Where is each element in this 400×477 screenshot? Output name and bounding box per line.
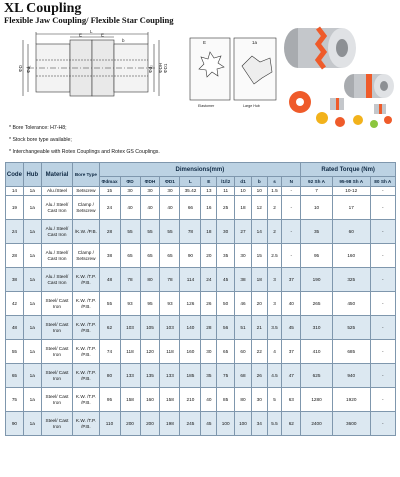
cell-s: 4.5 bbox=[267, 364, 282, 388]
table-row bbox=[6, 268, 396, 292]
cell-L: 245 bbox=[180, 412, 201, 436]
table-row bbox=[6, 340, 396, 364]
cell-s: 2 bbox=[267, 196, 282, 220]
cell-torque-92sha: 625 bbox=[301, 364, 333, 388]
dim-label-d2: Φd₂ bbox=[148, 65, 153, 73]
cell-torque-95-98sha: 450 bbox=[332, 292, 370, 316]
cell-torque-95-98sha: 1920 bbox=[332, 388, 370, 412]
cell-l1l2: 45 bbox=[217, 268, 235, 292]
cell-hub: 1a bbox=[23, 412, 41, 436]
cell-bore-type: Clamp / Setscrew bbox=[73, 196, 99, 220]
dim-label-L: L bbox=[90, 29, 93, 34]
dim-label-E2: E bbox=[101, 32, 105, 38]
cell-torque-80sha: - bbox=[370, 364, 395, 388]
table-row bbox=[6, 187, 396, 196]
cell-b: 14 bbox=[251, 220, 267, 244]
cell-D1: 93 bbox=[160, 292, 180, 316]
cell-code: 28 bbox=[6, 244, 24, 268]
cell-material: Alu./ Steel/ Cast Iron bbox=[41, 220, 73, 244]
cell-L: 210 bbox=[180, 388, 201, 412]
cell-torque-95-98sha: 685 bbox=[332, 340, 370, 364]
table-row bbox=[6, 244, 396, 268]
table-row bbox=[6, 364, 396, 388]
dim-label-D: ΦD bbox=[18, 65, 23, 72]
cell-s: 3 bbox=[267, 292, 282, 316]
cell-E: 13 bbox=[201, 187, 217, 196]
cell-E: 28 bbox=[201, 316, 217, 340]
cell-l1l2: 25 bbox=[217, 196, 235, 220]
cell-D: 118 bbox=[120, 340, 140, 364]
cell-DH: 80 bbox=[140, 268, 160, 292]
cell-D1: 30 bbox=[160, 187, 180, 196]
cell-D1: 78 bbox=[160, 268, 180, 292]
dim-label-b: b bbox=[122, 38, 125, 43]
cell-l1l2: 30 bbox=[217, 220, 235, 244]
col-DH: ΦDH bbox=[140, 177, 160, 187]
cell-torque-95-98sha: 525 bbox=[332, 316, 370, 340]
cell-torque-80sha: - bbox=[370, 316, 395, 340]
cell-D1: 133 bbox=[160, 364, 180, 388]
cell-dmax: 24 bbox=[99, 196, 120, 220]
cell-material: Alu./Steel bbox=[41, 187, 73, 196]
cell-s: 2 bbox=[267, 220, 282, 244]
cell-s: 5.5 bbox=[267, 412, 282, 436]
cell-l1l2: 56 bbox=[217, 316, 235, 340]
col-b: b bbox=[251, 177, 267, 187]
cell-dmax: 38 bbox=[99, 244, 120, 268]
col-L: L bbox=[180, 177, 201, 187]
cell-s: 3.5 bbox=[267, 316, 282, 340]
col-E: E bbox=[201, 177, 217, 187]
cell-bore-type: /K.W. /P.B. bbox=[73, 220, 99, 244]
cell-hub: 1a bbox=[23, 196, 41, 220]
cell-L: 66 bbox=[180, 196, 201, 220]
cell-L: 35.42 bbox=[180, 187, 201, 196]
cell-hub: 1a bbox=[23, 388, 41, 412]
cell-DH: 135 bbox=[140, 364, 160, 388]
cell-E: 24 bbox=[201, 268, 217, 292]
cell-torque-80sha: - bbox=[370, 388, 395, 412]
cell-N: 37 bbox=[282, 268, 301, 292]
cell-d1: 30 bbox=[235, 244, 252, 268]
cell-bore-type: K.W. /T.P. /P.B. bbox=[73, 316, 99, 340]
cell-d1: 38 bbox=[235, 268, 252, 292]
col-s: s bbox=[267, 177, 282, 187]
cell-N: - bbox=[282, 220, 301, 244]
cell-b: 12 bbox=[251, 196, 267, 220]
cell-E: 35 bbox=[201, 364, 217, 388]
col-D: ΦD bbox=[120, 177, 140, 187]
cell-dmax: 15 bbox=[99, 187, 120, 196]
cell-torque-92sha: 2400 bbox=[301, 412, 333, 436]
cell-E: 30 bbox=[201, 340, 217, 364]
cell-bore-type: K.W. /T.P. /P.B. bbox=[73, 388, 99, 412]
cell-torque-80sha: - bbox=[370, 340, 395, 364]
col-bore-type: Bore Type bbox=[73, 163, 99, 187]
table-row bbox=[6, 196, 396, 220]
cell-bore-type: K.W. /T.P. /P.B. bbox=[73, 340, 99, 364]
cell-DH: 95 bbox=[140, 292, 160, 316]
cell-s: 1.5 bbox=[267, 187, 282, 196]
cell-N: 37 bbox=[282, 340, 301, 364]
cell-b: 30 bbox=[251, 388, 267, 412]
cell-L: 160 bbox=[180, 340, 201, 364]
cell-hub: 1a bbox=[23, 364, 41, 388]
cell-dmax: 80 bbox=[99, 364, 120, 388]
col-80sha: 80 Sh A bbox=[370, 177, 395, 187]
cell-code: 19 bbox=[6, 196, 24, 220]
col-95-98sha: 95-98 Sh A bbox=[332, 177, 370, 187]
cell-hub: 1a bbox=[23, 292, 41, 316]
cell-code: 38 bbox=[6, 268, 24, 292]
cell-torque-92sha: 10 bbox=[301, 196, 333, 220]
table-row bbox=[6, 412, 396, 436]
cell-l1l2: 65 bbox=[217, 340, 235, 364]
dim-label-D1: ΦD1 bbox=[163, 63, 168, 73]
cell-N: 62 bbox=[282, 412, 301, 436]
note-item: * Interchangeable with Rotex Couplings and Rotex GS Couplings. bbox=[9, 146, 160, 158]
cell-material: Steel/ Cast Iron bbox=[41, 340, 73, 364]
col-rated-torque: Rated Torque (Nm) bbox=[301, 163, 396, 177]
cell-N: 47 bbox=[282, 364, 301, 388]
cell-d1: 68 bbox=[235, 364, 252, 388]
col-material: Material bbox=[41, 163, 73, 187]
col-D1: ΦD1 bbox=[160, 177, 180, 187]
cell-material: Alu./ Steel/ Cast Iron bbox=[41, 196, 73, 220]
cell-dmax: 48 bbox=[99, 268, 120, 292]
cell-material: Steel/ Cast Iron bbox=[41, 364, 73, 388]
cell-torque-80sha: - bbox=[370, 187, 395, 196]
cell-E: 18 bbox=[201, 220, 217, 244]
cell-torque-92sha: 7 bbox=[301, 187, 333, 196]
cell-d1: 27 bbox=[235, 220, 252, 244]
cell-torque-80sha: - bbox=[370, 412, 395, 436]
cell-l1l2: 11 bbox=[217, 187, 235, 196]
cell-b: 20 bbox=[251, 292, 267, 316]
cell-bore-type: Clamp / Setscrew bbox=[73, 244, 99, 268]
cell-hub: 1a bbox=[23, 244, 41, 268]
cell-torque-80sha: - bbox=[370, 268, 395, 292]
cell-L: 126 bbox=[180, 292, 201, 316]
cell-hub: 1a bbox=[23, 187, 41, 196]
cell-material: Steel/ Cast Iron bbox=[41, 388, 73, 412]
cell-s: 4 bbox=[267, 340, 282, 364]
cell-b: 26 bbox=[251, 364, 267, 388]
cell-D: 55 bbox=[120, 220, 140, 244]
table-row bbox=[6, 316, 396, 340]
cell-N: - bbox=[282, 244, 301, 268]
cell-L: 140 bbox=[180, 316, 201, 340]
cell-torque-80sha: - bbox=[370, 220, 395, 244]
cell-torque-95-98sha: 3600 bbox=[332, 412, 370, 436]
cell-s: 5 bbox=[267, 388, 282, 412]
cell-D: 93 bbox=[120, 292, 140, 316]
cell-torque-92sha: 1280 bbox=[301, 388, 333, 412]
cell-torque-92sha: 310 bbox=[301, 316, 333, 340]
cell-E: 26 bbox=[201, 292, 217, 316]
cell-d1: 51 bbox=[235, 316, 252, 340]
cell-L: 78 bbox=[180, 220, 201, 244]
cell-l1l2: 50 bbox=[217, 292, 235, 316]
cell-N: 45 bbox=[282, 316, 301, 340]
cell-torque-92sha: 190 bbox=[301, 268, 333, 292]
col-l1l2: l1/l2 bbox=[217, 177, 235, 187]
caption-elastomer: Elastomer bbox=[198, 104, 215, 108]
cell-l1l2: 85 bbox=[217, 388, 235, 412]
cell-N: 40 bbox=[282, 292, 301, 316]
cell-bore-type: K.W. /T.P. /P.B. bbox=[73, 412, 99, 436]
col-92sha: 92 Sh A bbox=[301, 177, 333, 187]
cell-torque-92sha: 95 bbox=[301, 244, 333, 268]
cell-torque-80sha: - bbox=[370, 244, 395, 268]
cell-material: Alu./ Steel/ Cast Iron bbox=[41, 268, 73, 292]
cell-l1l2: 100 bbox=[217, 412, 235, 436]
cell-material: Steel/ Cast Iron bbox=[41, 412, 73, 436]
cell-s: 3 bbox=[267, 268, 282, 292]
cell-D: 133 bbox=[120, 364, 140, 388]
cell-d1: 46 bbox=[235, 292, 252, 316]
cell-d1: 100 bbox=[235, 412, 252, 436]
cell-N: 63 bbox=[282, 388, 301, 412]
cell-d1: 10 bbox=[235, 187, 252, 196]
dim-label-DH: ΦDH bbox=[158, 62, 163, 73]
cell-bore-type: K.W. /T.P. /P.B. bbox=[73, 268, 99, 292]
cell-E: 20 bbox=[201, 244, 217, 268]
cell-E: 40 bbox=[201, 388, 217, 412]
cell-b: 10 bbox=[251, 187, 267, 196]
cell-D: 40 bbox=[120, 196, 140, 220]
cell-torque-95-98sha: 940 bbox=[332, 364, 370, 388]
cell-torque-92sha: 35 bbox=[301, 220, 333, 244]
cell-hub: 1a bbox=[23, 268, 41, 292]
cell-L: 185 bbox=[180, 364, 201, 388]
cell-dmax: 28 bbox=[99, 220, 120, 244]
table-row bbox=[6, 220, 396, 244]
cell-DH: 200 bbox=[140, 412, 160, 436]
product-photo bbox=[278, 14, 398, 134]
cell-code: 65 bbox=[6, 364, 24, 388]
cell-material: Alu./ Steel/ Cast Iron bbox=[41, 244, 73, 268]
cell-torque-92sha: 410 bbox=[301, 340, 333, 364]
cell-material: Steel/ Cast Iron bbox=[41, 292, 73, 316]
cell-code: 48 bbox=[6, 316, 24, 340]
cell-bore-type: K.W. /T.P. /P.B. bbox=[73, 292, 99, 316]
cell-bore-type: K.W. /T.P. /P.B. bbox=[73, 364, 99, 388]
col-code: Code bbox=[6, 163, 24, 187]
cell-code: 75 bbox=[6, 388, 24, 412]
cell-dmax: 62 bbox=[99, 316, 120, 340]
cell-torque-80sha: - bbox=[370, 292, 395, 316]
cell-D1: 65 bbox=[160, 244, 180, 268]
cell-torque-95-98sha: 60 bbox=[332, 220, 370, 244]
cell-DH: 40 bbox=[140, 196, 160, 220]
col-dimensions: Dimensions(mm) bbox=[99, 163, 301, 177]
cell-hub: 1a bbox=[23, 220, 41, 244]
cell-code: 14 bbox=[6, 187, 24, 196]
cell-D: 78 bbox=[120, 268, 140, 292]
spec-table bbox=[5, 162, 396, 436]
cell-code: 90 bbox=[6, 412, 24, 436]
cell-DH: 30 bbox=[140, 187, 160, 196]
cell-D1: 40 bbox=[160, 196, 180, 220]
cell-D: 30 bbox=[120, 187, 140, 196]
cell-b: 34 bbox=[251, 412, 267, 436]
cell-E: 16 bbox=[201, 196, 217, 220]
dim-label-d1: Φd₁ bbox=[26, 65, 31, 73]
cell-l1l2: 75 bbox=[217, 364, 235, 388]
cell-d1: 18 bbox=[235, 196, 252, 220]
cell-D1: 198 bbox=[160, 412, 180, 436]
cell-code: 55 bbox=[6, 340, 24, 364]
cell-D: 158 bbox=[120, 388, 140, 412]
cell-b: 15 bbox=[251, 244, 267, 268]
cell-DH: 55 bbox=[140, 220, 160, 244]
cell-D: 65 bbox=[120, 244, 140, 268]
cell-D1: 118 bbox=[160, 340, 180, 364]
cell-DH: 120 bbox=[140, 340, 160, 364]
cell-hub: 1a bbox=[23, 340, 41, 364]
cell-d1: 60 bbox=[235, 340, 252, 364]
col-d1: d1 bbox=[235, 177, 252, 187]
caption-large-hub: Large Hub bbox=[243, 104, 260, 108]
cell-s: 2.5 bbox=[267, 244, 282, 268]
note-item: * Bore Tolerance: H7-H8; bbox=[9, 122, 160, 134]
cell-torque-95-98sha: 10-12 bbox=[332, 187, 370, 196]
cell-DH: 105 bbox=[140, 316, 160, 340]
cell-torque-92sha: 265 bbox=[301, 292, 333, 316]
cell-b: 18 bbox=[251, 268, 267, 292]
cell-D1: 55 bbox=[160, 220, 180, 244]
cell-D1: 103 bbox=[160, 316, 180, 340]
col-hub: Hub bbox=[23, 163, 41, 187]
cell-D: 103 bbox=[120, 316, 140, 340]
dim-label-E1: E bbox=[79, 32, 83, 38]
cell-torque-95-98sha: 17 bbox=[332, 196, 370, 220]
cell-dmax: 55 bbox=[99, 292, 120, 316]
cell-E: 45 bbox=[201, 412, 217, 436]
cell-b: 21 bbox=[251, 316, 267, 340]
cell-DH: 65 bbox=[140, 244, 160, 268]
cell-d1: 80 bbox=[235, 388, 252, 412]
cell-code: 24 bbox=[6, 220, 24, 244]
page-subtitle: Flexible Jaw Coupling/ Flexible Star Coupling bbox=[4, 15, 174, 25]
cell-code: 42 bbox=[6, 292, 24, 316]
cell-DH: 160 bbox=[140, 388, 160, 412]
col-dmax: Φdmax bbox=[99, 177, 120, 187]
cell-bore-type: Setscrew bbox=[73, 187, 99, 196]
cell-dmax: 110 bbox=[99, 412, 120, 436]
spider-label-1a: 1a bbox=[252, 40, 258, 45]
cell-D: 200 bbox=[120, 412, 140, 436]
cell-hub: 1a bbox=[23, 316, 41, 340]
cell-L: 114 bbox=[180, 268, 201, 292]
technical-drawing bbox=[20, 30, 280, 112]
cell-material: Steel/ Cast Iron bbox=[41, 316, 73, 340]
cell-L: 90 bbox=[180, 244, 201, 268]
notes-list bbox=[9, 122, 160, 158]
page-title: XL Coupling bbox=[4, 1, 82, 16]
cell-b: 22 bbox=[251, 340, 267, 364]
table-row bbox=[6, 292, 396, 316]
cell-torque-80sha: - bbox=[370, 196, 395, 220]
cell-torque-95-98sha: 325 bbox=[332, 268, 370, 292]
cell-torque-95-98sha: 160 bbox=[332, 244, 370, 268]
cell-l1l2: 35 bbox=[217, 244, 235, 268]
note-item: * Stock bore type available; bbox=[9, 134, 160, 146]
cell-dmax: 74 bbox=[99, 340, 120, 364]
col-N: N bbox=[282, 177, 301, 187]
spider-label-e: E bbox=[203, 40, 207, 45]
table-row bbox=[6, 388, 396, 412]
cell-N: - bbox=[282, 187, 301, 196]
cell-D1: 158 bbox=[160, 388, 180, 412]
cell-dmax: 95 bbox=[99, 388, 120, 412]
cell-N: - bbox=[282, 196, 301, 220]
